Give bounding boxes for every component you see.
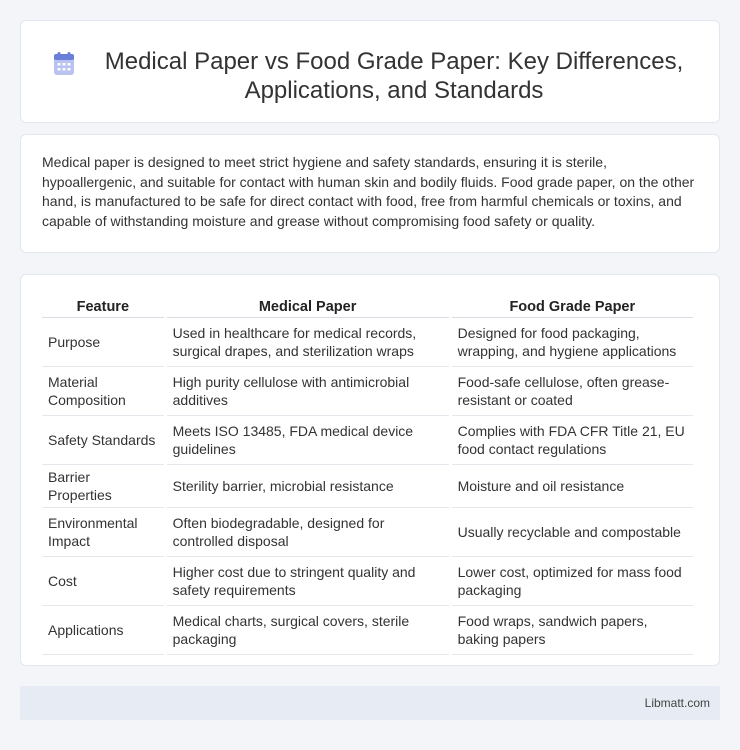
document-icon: [51, 51, 77, 77]
row-food: Lower cost, optimized for mass food packaging: [452, 557, 693, 606]
row-food: Usually recyclable and compostable: [452, 508, 693, 557]
table-row: [42, 318, 693, 367]
title-row: [21, 21, 719, 105]
footer-brand-link[interactable]: Libmatt.com: [644, 696, 710, 710]
header-food-grade-paper: Food Grade Paper: [452, 296, 693, 318]
table-header-row: [42, 296, 693, 318]
row-medical: Often biodegradable, designed for controlled disposal: [167, 508, 449, 557]
row-feature: Purpose: [42, 318, 164, 367]
row-food: Complies with FDA CFR Title 21, EU food contact regulations: [452, 416, 693, 465]
row-feature: Applications: [42, 606, 164, 655]
table-row: [42, 606, 693, 655]
row-medical: High purity cellulose with antimicrobial additives: [167, 367, 449, 416]
row-feature: Barrier Properties: [42, 465, 164, 508]
intro-card: [20, 134, 720, 253]
row-medical: Higher cost due to stringent quality and safety requirements: [167, 557, 449, 606]
row-medical: Medical charts, surgical covers, sterile packaging: [167, 606, 449, 655]
footer: [20, 686, 720, 720]
page-title: Medical Paper vs Food Grade Paper: Key Differences, Applications, and Standards: [104, 48, 684, 104]
table-row: [42, 367, 693, 416]
row-food: Moisture and oil resistance: [452, 465, 693, 508]
row-feature: Cost: [42, 557, 164, 606]
comparison-card: [20, 274, 720, 666]
intro-paragraph: Medical paper is designed to meet strict hygiene and safety standards, ensuring it is sterile, hypoallergenic, and suitable for contact with human skin and bodily fluids. Food grade paper, on the other hand, is manufactured to be safe for direct contact with food, free from harmful chemicals or toxins, and capable of withstanding moisture and grease without compromising food safety or quality.: [42, 154, 695, 229]
row-feature: Safety Standards: [42, 416, 164, 465]
header-feature: Feature: [42, 296, 164, 318]
row-feature: Material Composition: [42, 367, 164, 416]
title-card: [20, 20, 720, 123]
row-medical: Sterility barrier, microbial resistance: [167, 465, 449, 508]
table-row: [42, 557, 693, 606]
table-row: [42, 465, 693, 508]
row-medical: Meets ISO 13485, FDA medical device guidelines: [167, 416, 449, 465]
table-row: [42, 416, 693, 465]
header-medical-paper: Medical Paper: [167, 296, 449, 318]
row-food: Designed for food packaging, wrapping, and hygiene applications: [452, 318, 693, 367]
row-food: Food wraps, sandwich papers, baking papers: [452, 606, 693, 655]
table-row: [42, 508, 693, 557]
row-medical: Used in healthcare for medical records, surgical drapes, and sterilization wraps: [167, 318, 449, 367]
comparison-table: [39, 296, 696, 655]
row-food: Food-safe cellulose, often grease-resistant or coated: [452, 367, 693, 416]
row-feature: Environmental Impact: [42, 508, 164, 557]
